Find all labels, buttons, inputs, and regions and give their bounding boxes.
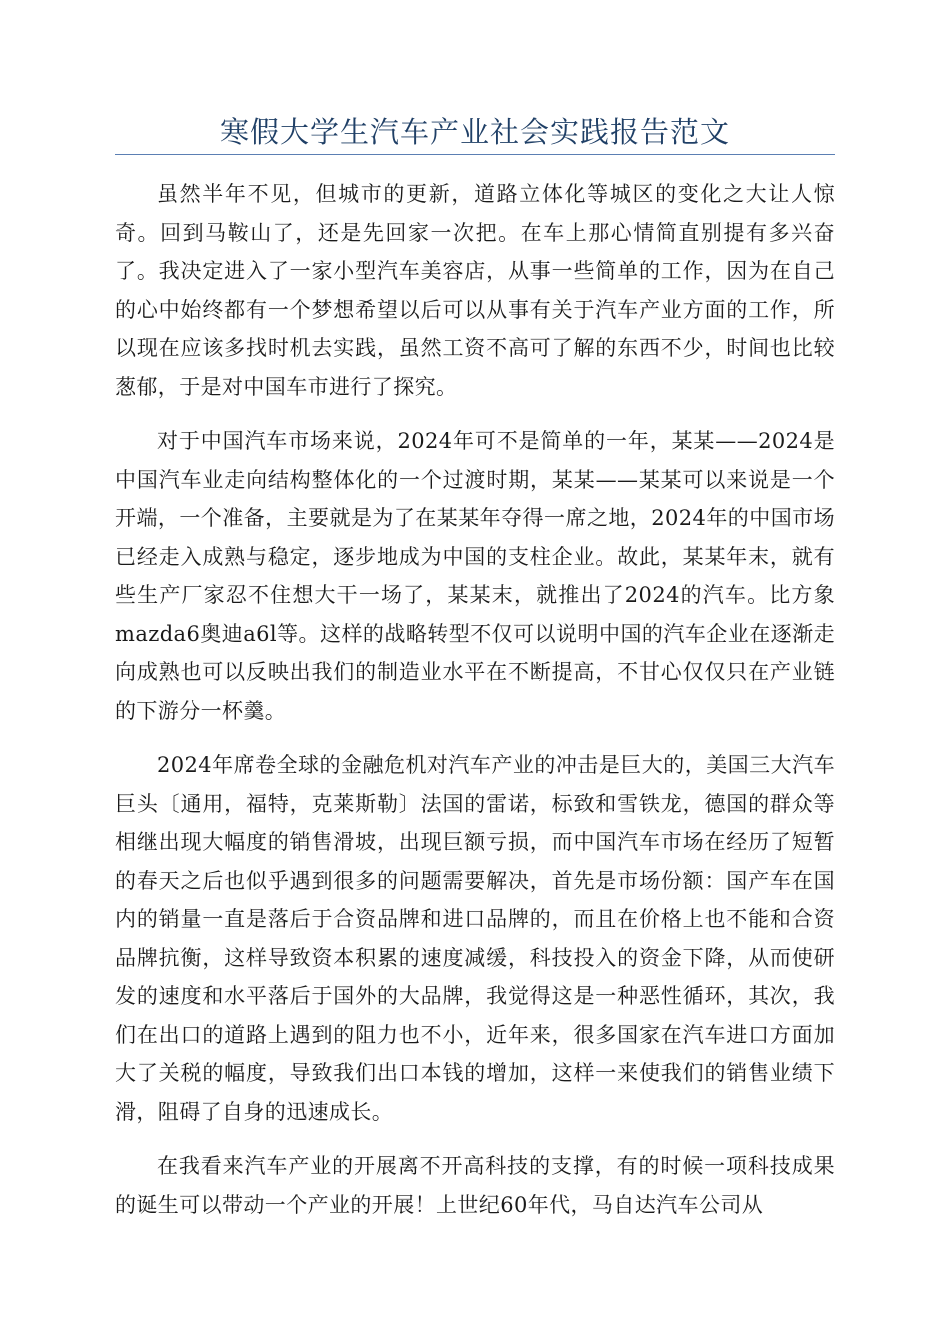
paragraph-1: 虽然半年不见，但城市的更新，道路立体化等城区的变化之大让人惊奇。回到马鞍山了，还是先回家一次把。在车上那心情简直别提有多兴奋了。我决定进入了一家小型汽车美容店，从事一些简单的工作，因为在自己的心中始终都有一个梦想希望以后可以从事有关于汽车产业方面的工作，所以现在应该多找时机去实践，虽然工资不高可了解的东西不少，时间也比较葱郁，于是对中国车市进行了探究。: [115, 182, 835, 399]
paragraph-3: 2024年席卷全球的金融危机对汽车产业的冲击是巨大的，美国三大汽车巨头〔通用，福特，克莱斯勒〕法国的雷诺，标致和雪铁龙，德国的群众等相继出现大幅度的销售滑坡，出现巨额亏损，而中国汽车市场在经历了短暂的春天之后也似乎遇到很多的问题需要解决，首先是市场份额：国产车在国内的销量一直是落后于合资品牌和进口品牌的，而且在价格上也不能和合资品牌抗衡，这样导致资本积累的速度减缓，科技投入的资金下降，从而使研发的速度和水平落后于国外的大品牌，我觉得这是一种恶性循环，其次，我们在出口的道路上遇到的阻力也不小，近年来，很多国家在汽车进口方面加大了关税的幅度，导致我们出口本钱的增加，这样一来使我们的销售业绩下滑，阻碍了自身的迅速成长。: [115, 753, 835, 1124]
paragraph-2: 对于中国汽车市场来说，2024年可不是简单的一年，某某——2024是中国汽车业走向结构整体化的一个过渡时期，某某——某某可以来说是一个开端，一个准备，主要就是为了在某某年夺得一席之地，2024年的中国市场已经走入成熟与稳定，逐步地成为中国的支柱企业。故此，某某年末，就有些生产厂家忍不住想大干一场了，某某末，就推出了2024的汽车。比方象mazda6奥迪a6l等。这样的战略转型不仅可以说明中国的汽车企业在逐渐走向成熟也可以反映出我们的制造业水平在不断提高，不甘心仅仅只在产业链的下游分一杯羹。: [115, 429, 835, 723]
document-title: 寒假大学生汽车产业社会实践报告范文: [219, 115, 730, 149]
title-underline: [115, 154, 835, 155]
document-body: [115, 175, 835, 1240]
paragraph-4: 在我看来汽车产业的开展离不开高科技的支撑，有的时候一项科技成果的诞生可以带动一个产业的开展！上世纪60年代，马自达汽车公司从: [115, 1154, 835, 1217]
